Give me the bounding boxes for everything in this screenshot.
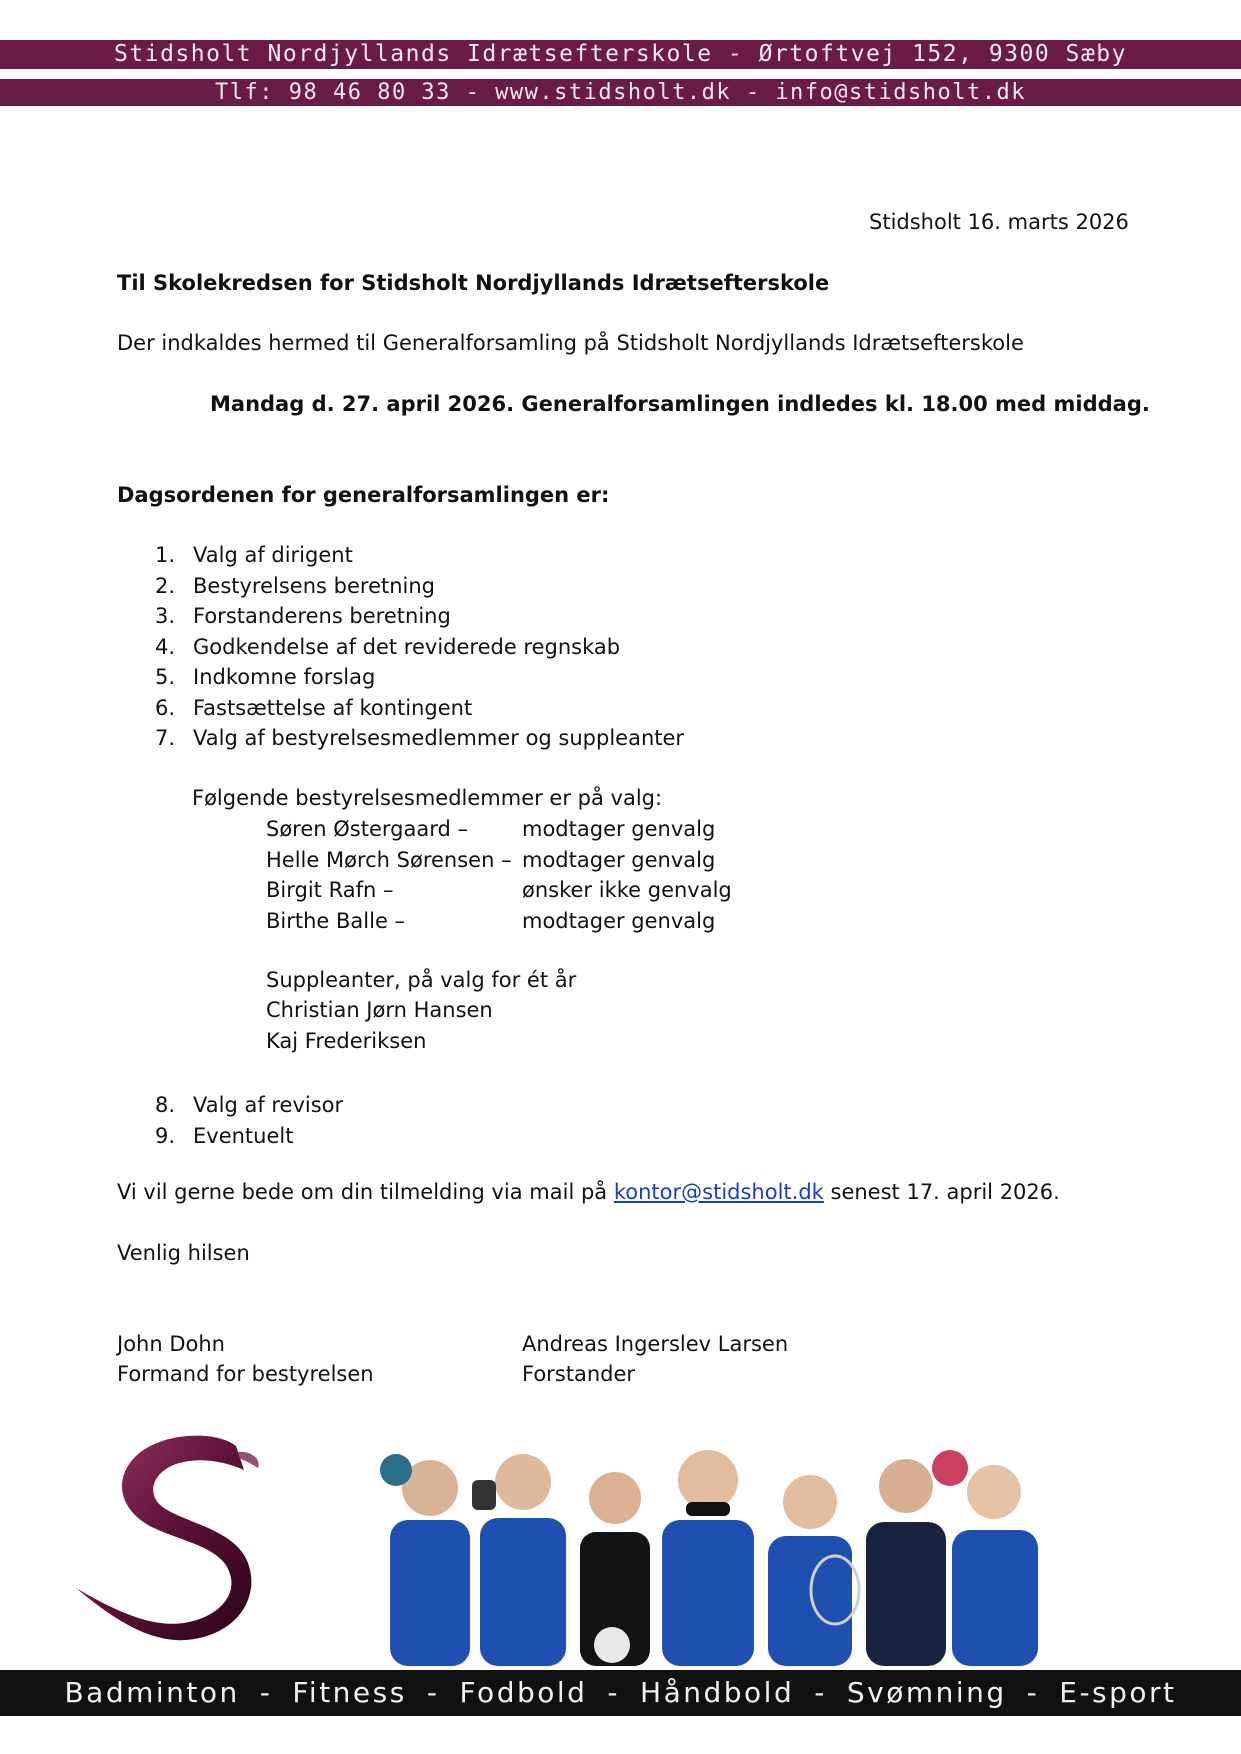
- header-address: Stidsholt Nordjyllands Idrætsefterskole - Ørtoftvej 152, 9300 Sæby: [114, 41, 1127, 67]
- closing: Venlig hilsen: [117, 1241, 250, 1265]
- signup-text: Vi vil gerne bede om din tilmelding via mail på kontor@stidsholt.dk senest 17. april 2026.: [117, 1180, 1060, 1204]
- member-status: modtager genvalg: [522, 908, 716, 933]
- student-figure: [768, 1475, 859, 1666]
- stidsholt-s-logo-icon: [66, 1428, 286, 1658]
- member-name: Søren Østergaard –: [266, 817, 468, 841]
- agenda-item: 2. Bestyrelsens beretning: [155, 573, 436, 598]
- letter-date: Stidsholt 16. marts 2026: [869, 210, 1129, 234]
- member-name: Birthe Balle –: [266, 908, 406, 933]
- signup-email-link[interactable]: kontor@stidsholt.dk: [613, 1180, 824, 1204]
- sport-label: Svømning: [846, 1676, 1007, 1709]
- student-figure: [866, 1459, 946, 1666]
- sport-label: Håndbold: [640, 1676, 795, 1709]
- sport-label: E-sport: [1059, 1676, 1177, 1709]
- agenda-item: 3. Forstanderens beretning: [155, 604, 451, 628]
- member-row: [266, 814, 716, 845]
- student-figure: [662, 1450, 754, 1666]
- header-contact-band: [0, 79, 1241, 106]
- student-figure: [580, 1472, 650, 1666]
- student-figure: [472, 1454, 566, 1666]
- member-status: modtager genvalg: [522, 847, 716, 872]
- member-status: ønsker ikke genvalg: [522, 878, 732, 902]
- student-figure: [932, 1450, 1038, 1666]
- signer-title: Formand for bestyrelsen: [117, 1362, 374, 1386]
- substitute-name: Kaj Frederiksen: [266, 1029, 427, 1053]
- signer-name: Andreas Ingerslev Larsen: [522, 1332, 789, 1356]
- agenda-item: 4. Godkendelse af det reviderede regnskab: [155, 634, 621, 659]
- agenda-item: 5. Indkomne forslag: [155, 665, 376, 689]
- sport-label: Badminton: [64, 1676, 240, 1709]
- meeting-date: Mandag d. 27. april 2026. Generalforsamlingen indledes kl. 18.00 med middag.: [210, 392, 1150, 416]
- agenda-list: [155, 540, 684, 754]
- header-address-band: [0, 40, 1241, 69]
- agenda-item: 6. Fastsættelse af kontingent: [155, 695, 473, 720]
- footer-sports-band: Badminton - Fitness - Fodbold - Håndbold - Svømning - E-sport: [0, 1670, 1241, 1716]
- member-name: Birgit Rafn –: [266, 878, 394, 902]
- sport-label: Fodbold: [459, 1676, 588, 1709]
- member-row: [266, 906, 716, 937]
- agenda-item: 8. Valg af revisor: [155, 1093, 344, 1117]
- members-heading: Følgende bestyrelsesmedlemmer er på valg:: [192, 786, 663, 810]
- sport-label: Fitness: [292, 1676, 407, 1709]
- signer-title: Forstander: [522, 1362, 636, 1386]
- students-group-photo: [380, 1440, 1150, 1666]
- student-figure: [380, 1454, 470, 1666]
- agenda-item: 7. Valg af bestyrelsesmedlemmer og suppleanter: [155, 726, 685, 750]
- agenda-item: 1. Valg af dirigent: [155, 543, 353, 567]
- letter-recipient: Til Skolekredsen for Stidsholt Nordjyllands Idrætsefterskole: [117, 271, 830, 295]
- member-row: [266, 845, 716, 876]
- member-row: [266, 875, 732, 906]
- members-list: [266, 814, 732, 936]
- member-status: modtager genvalg: [522, 817, 716, 841]
- signer-name: John Dohn: [117, 1332, 225, 1356]
- substitutes-heading: Suppleanter, på valg for ét år: [266, 968, 577, 992]
- member-name: Helle Mørch Sørensen –: [266, 847, 512, 872]
- substitute-name: Christian Jørn Hansen: [266, 998, 493, 1022]
- letter-intro: Der indkaldes hermed til Generalforsamling på Stidsholt Nordjyllands Idrætsefterskole: [117, 331, 1024, 355]
- agenda-list-continued: [155, 1090, 343, 1151]
- agenda-item: 9. Eventuelt: [155, 1123, 294, 1148]
- agenda-heading: Dagsordenen for generalforsamlingen er:: [117, 483, 610, 507]
- header-contact: Tlf: 98 46 80 33 - www.stidsholt.dk - info@stidsholt.dk: [215, 80, 1026, 105]
